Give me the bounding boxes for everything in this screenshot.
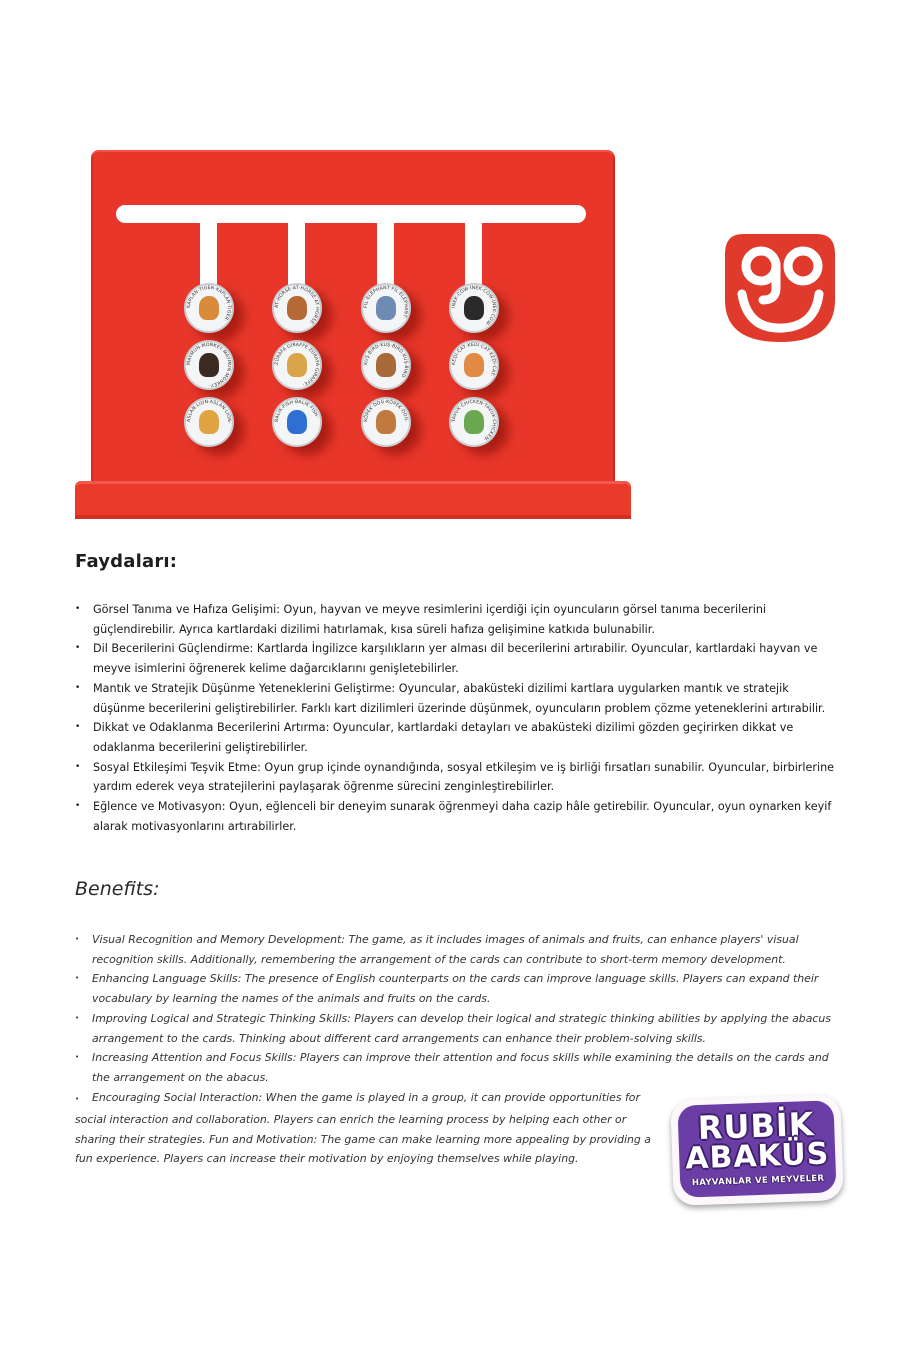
coin-label: MAYMUN·MONKEY·MAYMUN·MONKEY·	[186, 342, 232, 388]
coin-label: KÖPEK·DOG·KÖPEK·DOG·	[363, 399, 409, 423]
tiger-icon	[199, 296, 219, 320]
coin-horse[interactable]	[272, 283, 322, 333]
logo-tagline: HAYVANLAR VE MEYVELER	[691, 1173, 825, 1189]
coin-label: İNEK·COW·İNEK·COW·İNEK·COW·	[451, 285, 497, 327]
coin-label: ASLAN·LION·ASLAN·LION·	[186, 399, 232, 424]
elephant-icon	[376, 296, 396, 320]
abacus-stem	[288, 215, 305, 285]
list-item: • Improving Logical and Strategic Thinking Skills: Players can develop their logical and strategic thinking abilities by applying the abacus arrangement to the cards. Thinking about different card arrangements can enhance their problem-solving skills.	[75, 1009, 840, 1048]
coin-label: KEDİ·CAT·KEDİ·CAT·KEDİ·CAT·	[451, 342, 497, 378]
logo-line-2: ABAKÜS	[684, 1136, 830, 1177]
coin-label: KAPLAN·TIGER·KAPLAN·TIGER·	[186, 285, 232, 322]
coin-label: AT·HORSE·AT·HORSE·AT·HORSE·	[274, 285, 320, 326]
list-item: • Dikkat ve Odaklanma Becerilerini Artırma: Oyuncular, kartlardaki detayları ve abaküsteki dizilimi gözden geçirirken dikkat ve odaklanma becerilerini geliştirebilirler.	[75, 718, 835, 757]
bullet-icon: •	[75, 1095, 80, 1103]
coin-monkey[interactable]	[184, 340, 234, 390]
go-smiley-logo-icon	[723, 230, 837, 344]
bird-icon	[376, 353, 396, 377]
english-benefits-heading: Benefits:	[75, 878, 160, 900]
coin-lion[interactable]	[184, 397, 234, 447]
cat-icon	[464, 353, 484, 377]
coin-label: ZÜRAFA·GIRAFFE·ZÜRAFA·GIRAFFE·	[274, 342, 320, 387]
abacus-stem	[377, 215, 394, 285]
coin-chicken[interactable]	[449, 397, 499, 447]
list-item: • Eğlence ve Motivasyon: Oyun, eğlenceli bir deneyim sunarak öğrenmeyi daha cazip hâle getirebilir. Oyuncular, oyun oynarken keyif alarak motivasyonlarını artırabilirler.	[75, 797, 835, 836]
dog-icon	[376, 410, 396, 434]
logo-badge	[677, 1100, 836, 1197]
coin-elephant[interactable]	[361, 283, 411, 333]
list-item: • Mantık ve Stratejik Düşünme Yeteneklerini Geliştirme: Oyuncular, abaküsteki dizilimi kartlara uygularken mantık ve stratejik düşünme becerilerini geliştirebilirler. Farklı kart dizilimleri üzerinde düşünmek, oyuncuların problem çözme yeteneklerini artırabilir.	[75, 679, 835, 718]
list-item: • Increasing Attention and Focus Skills: Players can improve their attention and focus skills while examining the details on the cards and the arrangement on the abacus.	[75, 1048, 840, 1087]
coin-label: KUŞ·BIRD·KUŞ·BIRD·KUŞ·BIRD·	[363, 342, 409, 380]
coin-dog[interactable]	[361, 397, 411, 447]
coin-cow[interactable]	[449, 283, 499, 333]
coin-bird[interactable]	[361, 340, 411, 390]
rubik-abakus-logo	[672, 1097, 842, 1203]
abacus-base	[75, 481, 631, 519]
abacus-stem	[200, 215, 217, 285]
cow-icon	[464, 296, 484, 320]
fish-icon	[287, 410, 307, 434]
turkish-benefits-list	[75, 600, 835, 836]
logo-line-1: RUBİK	[697, 1104, 816, 1148]
abacus-stem	[465, 215, 482, 285]
list-item: • Sosyal Etkileşimi Teşvik Etme: Oyun grup içinde oynandığında, sosyal etkileşim ve iş birliği fırsatları sunabilir. Oyuncular, birbirlerine yardım ederek veya stratejilerini paylaşarak öğrenme sürecini zenginleştirebilirler.	[75, 758, 835, 797]
chicken-icon	[464, 410, 484, 434]
paragraph-text: Encouraging Social Interaction: When the game is played in a group, it can provide opportunities for social interaction and collaboration. Players can enrich the learning process by helping each other or sharing their strategies. Fun and Motivation: The game can make learning more appealing by providing a fun experience. Players can increase their motivation by enjoying themselves while playing.	[75, 1091, 651, 1166]
coin-fish[interactable]	[272, 397, 322, 447]
list-item: • Dil Becerilerini Güçlendirme: Kartlarda İngilizce karşılıkların yer alması dil becerilerini artırabilir. Oyuncular, kartlardaki hayvan ve meyve isimlerini öğrenerek kelime dağarcıklarını genişletebilirler.	[75, 639, 835, 678]
coin-label: FİL·ELEPHANT·FİL·ELEPHANT·	[363, 285, 409, 320]
coin-tiger[interactable]	[184, 283, 234, 333]
giraffe-icon	[287, 353, 307, 377]
abacus-top-rail	[116, 205, 586, 223]
english-benefits-list	[75, 930, 840, 1088]
list-item: • Görsel Tanıma ve Hafıza Gelişimi: Oyun, hayvan ve meyve resimlerini içerdiği için oyuncuların görsel tanıma becerilerini güçlendirebilir. Ayrıca kartlardaki dizilimi hatırlamak, kısa süreli hafıza gelişimine katkıda bulunabilir.	[75, 600, 835, 639]
coin-label: TAVUK·CHICKEN·TAVUK·CHICKEN·	[451, 399, 497, 442]
list-item: • Enhancing Language Skills: The presence of English counterparts on the cards can improve language skills. Players can expand their vocabulary by learning the names of the animals and fruits on the cards.	[75, 969, 840, 1008]
turkish-benefits-heading: Faydaları:	[75, 551, 178, 572]
coin-giraffe[interactable]	[272, 340, 322, 390]
abacus-board	[91, 150, 615, 490]
lion-icon	[199, 410, 219, 434]
coin-cat[interactable]	[449, 340, 499, 390]
monkey-icon	[199, 353, 219, 377]
coin-label: BALIK·FISH·BALIK·FISH·	[274, 399, 319, 423]
horse-icon	[287, 296, 307, 320]
list-item: • Visual Recognition and Memory Development: The game, as it includes images of animals and fruits, can enhance players' visual recognition skills. Additionally, remembering the arrangement of the cards can contribute to short-term memory development.	[75, 930, 840, 969]
english-last-paragraph	[75, 1088, 655, 1169]
